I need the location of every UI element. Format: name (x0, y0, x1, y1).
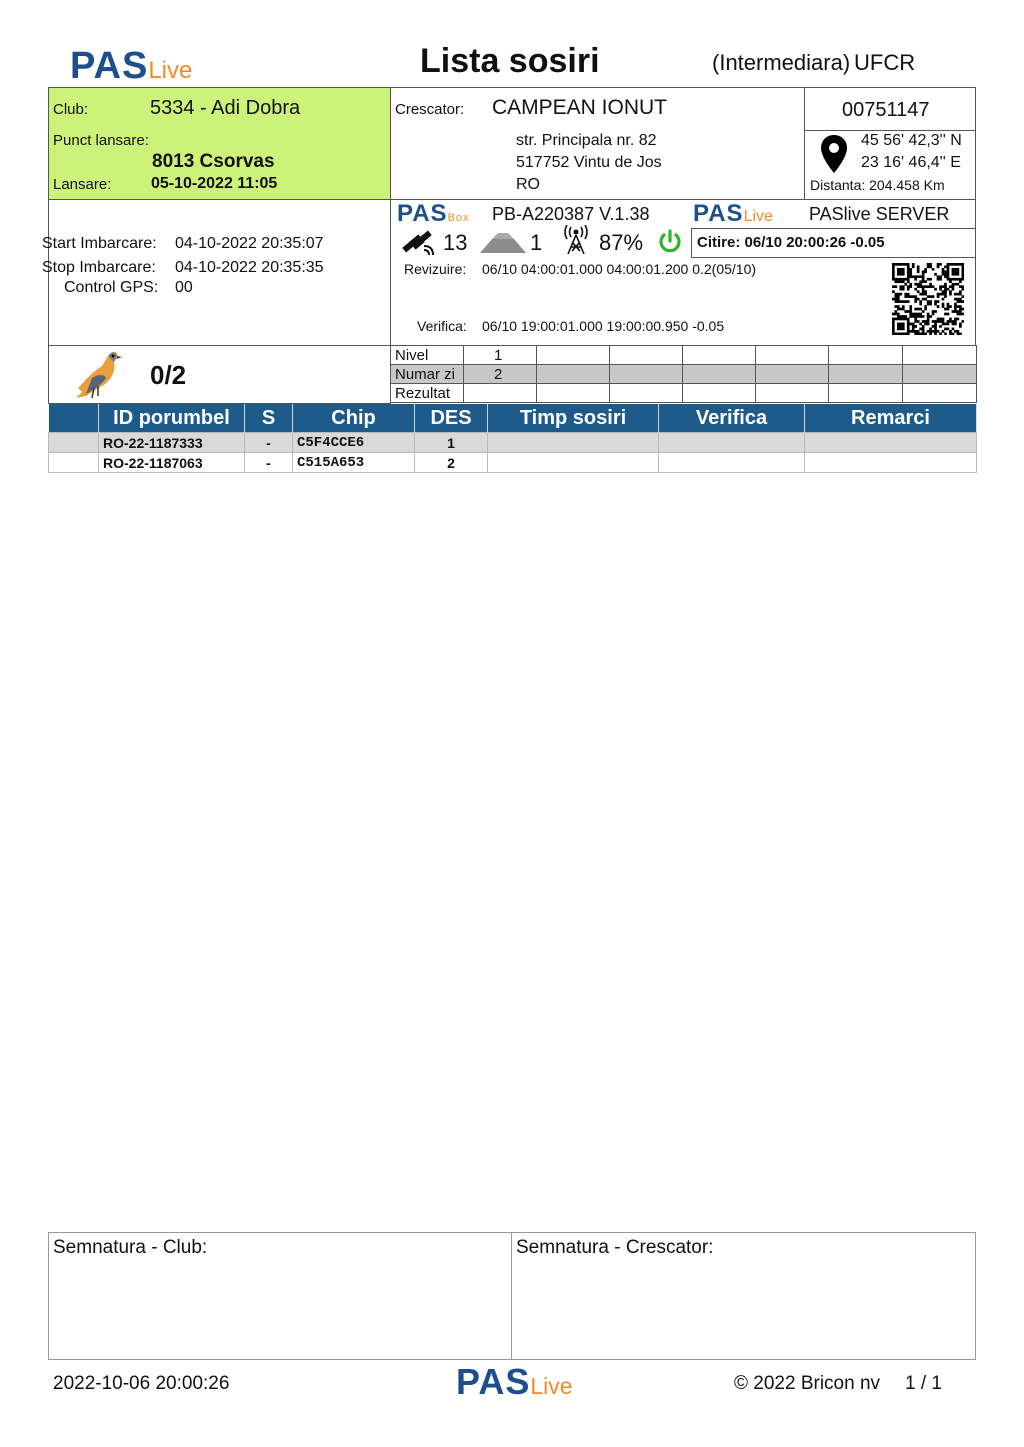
latitude: 45 56' 42,3'' N (861, 132, 962, 149)
pigeon-id: RO-22-1187063 (99, 453, 245, 473)
arrival-verify (659, 453, 805, 473)
map-pin-icon (820, 134, 848, 179)
arrival-table (48, 404, 977, 473)
col-verify[interactable]: Verifica (659, 404, 805, 433)
start-basketing-value: 04-10-2022 20:35:07 (175, 235, 324, 252)
footer-copyright: © 2022 Bricon nv (734, 1373, 881, 1394)
satellite-icon (402, 228, 436, 263)
col-pigeon-id[interactable]: ID porumbel (99, 404, 245, 433)
table-header (49, 404, 977, 433)
verify-label: Verifica: (417, 318, 467, 334)
server-logo-pas: PAS (693, 200, 744, 227)
arrival-verify (659, 433, 805, 453)
gps-control-label: Control GPS: (64, 279, 159, 296)
verify-value: 06/10 19:00:01.000 19:00:00.950 -0.05 (482, 318, 725, 334)
release-point-label: Punct lansare: (53, 132, 149, 149)
footer-timestamp: 2022-10-06 20:00:26 (53, 1373, 230, 1394)
result-label: Rezultat (391, 384, 464, 403)
satellite-count: 13 (443, 230, 468, 255)
col-remarks[interactable]: Remarci (805, 404, 977, 433)
power-icon (657, 229, 683, 260)
pigeon-sex: - (245, 453, 293, 473)
pigeon-sex: - (245, 433, 293, 453)
pigeon-chip: C5F4CCE6 (293, 433, 415, 453)
table-row[interactable] (49, 433, 977, 453)
release-label: Lansare: (53, 176, 112, 193)
report-type: (Intermediara) (712, 50, 851, 75)
footer-page: 1 / 1 (905, 1373, 942, 1394)
longitude: 23 16' 46,4'' E (861, 154, 961, 171)
revision-value: 06/10 04:00:01.000 04:00:01.200 0.2(05/10) (482, 261, 757, 277)
readout-value: Citire: 06/10 20:00:26 -0.05 (697, 234, 885, 251)
box-logo-box: Box (447, 212, 470, 224)
number-value: 2 (464, 365, 537, 384)
gps-control-value: 00 (175, 279, 193, 296)
release-point-value: 8013 Csorvas (152, 151, 275, 172)
arrival-remarks (805, 453, 977, 473)
breeder-address-3: RO (516, 176, 540, 193)
result-grid (390, 345, 977, 403)
arrival-count: 0/2 (150, 360, 187, 390)
breeder-address-2: 517752 Vintu de Jos (516, 154, 662, 171)
box-logo-pas: PAS (397, 200, 448, 227)
col-arrival-time[interactable]: Timp sosiri (488, 404, 659, 433)
number-label: Numar zi (391, 365, 464, 384)
pas-box-logo (397, 201, 470, 231)
pigeon-chip: C515A653 (293, 453, 415, 473)
footer-logo-live: Live (530, 1373, 573, 1399)
revision-label: Revizuire: (404, 261, 467, 277)
club-label: Club: (53, 101, 89, 118)
start-basketing-label: Start Imbarcare: (42, 235, 157, 252)
footer-logo-pas: PAS (456, 1361, 531, 1402)
release-value: 05-10-2022 11:05 (151, 175, 278, 192)
server-logo-live: Live (743, 208, 773, 225)
signal-strength: 87% (599, 230, 644, 255)
signature-club-label: Semnatura - Club: (53, 1237, 208, 1258)
col-des[interactable]: DES (415, 404, 488, 433)
logo-live-text: Live (148, 57, 193, 84)
arrival-time (488, 433, 659, 453)
table-row[interactable] (49, 453, 977, 473)
pigeon-des: 1 (415, 433, 488, 453)
box-id: PB-A220387 V.1.38 (492, 204, 650, 224)
footer-logo (456, 1362, 573, 1406)
level-value: 1 (464, 346, 537, 365)
pas-live-logo (70, 46, 192, 91)
logo-pas-text: PAS (70, 45, 149, 87)
pigeon-id: RO-22-1187333 (99, 433, 245, 453)
pigeon-icon (72, 348, 124, 407)
pigeon-des: 2 (415, 453, 488, 473)
level-label: Nivel (391, 346, 464, 365)
stop-basketing-label: Stop Imbarcare: (42, 259, 156, 276)
arrival-time (488, 453, 659, 473)
breeder-address-1: str. Principala nr. 82 (516, 132, 657, 149)
organization: UFCR (854, 50, 916, 75)
antenna-icon (478, 231, 528, 260)
stop-basketing-value: 04-10-2022 20:35:35 (175, 259, 324, 276)
qr-code (892, 263, 964, 340)
col-sex[interactable]: S (245, 404, 293, 433)
pas-live-server-logo (693, 201, 773, 230)
signal-tower-icon (563, 225, 589, 260)
col-blank (49, 404, 99, 433)
breeder-id: 00751147 (842, 99, 930, 121)
breeder-name: CAMPEAN IONUT (492, 96, 668, 119)
club-value: 5334 - Adi Dobra (150, 97, 301, 119)
distance: Distanta: 204.458 Km (810, 177, 945, 193)
col-chip[interactable]: Chip (293, 404, 415, 433)
antenna-count: 1 (530, 230, 543, 255)
server-label: PASlive SERVER (809, 204, 950, 224)
breeder-label: Crescator: (395, 101, 465, 118)
signature-breeder-label: Semnatura - Crescator: (516, 1237, 714, 1258)
arrival-remarks (805, 433, 977, 453)
page-title: Lista sosiri (420, 42, 600, 80)
